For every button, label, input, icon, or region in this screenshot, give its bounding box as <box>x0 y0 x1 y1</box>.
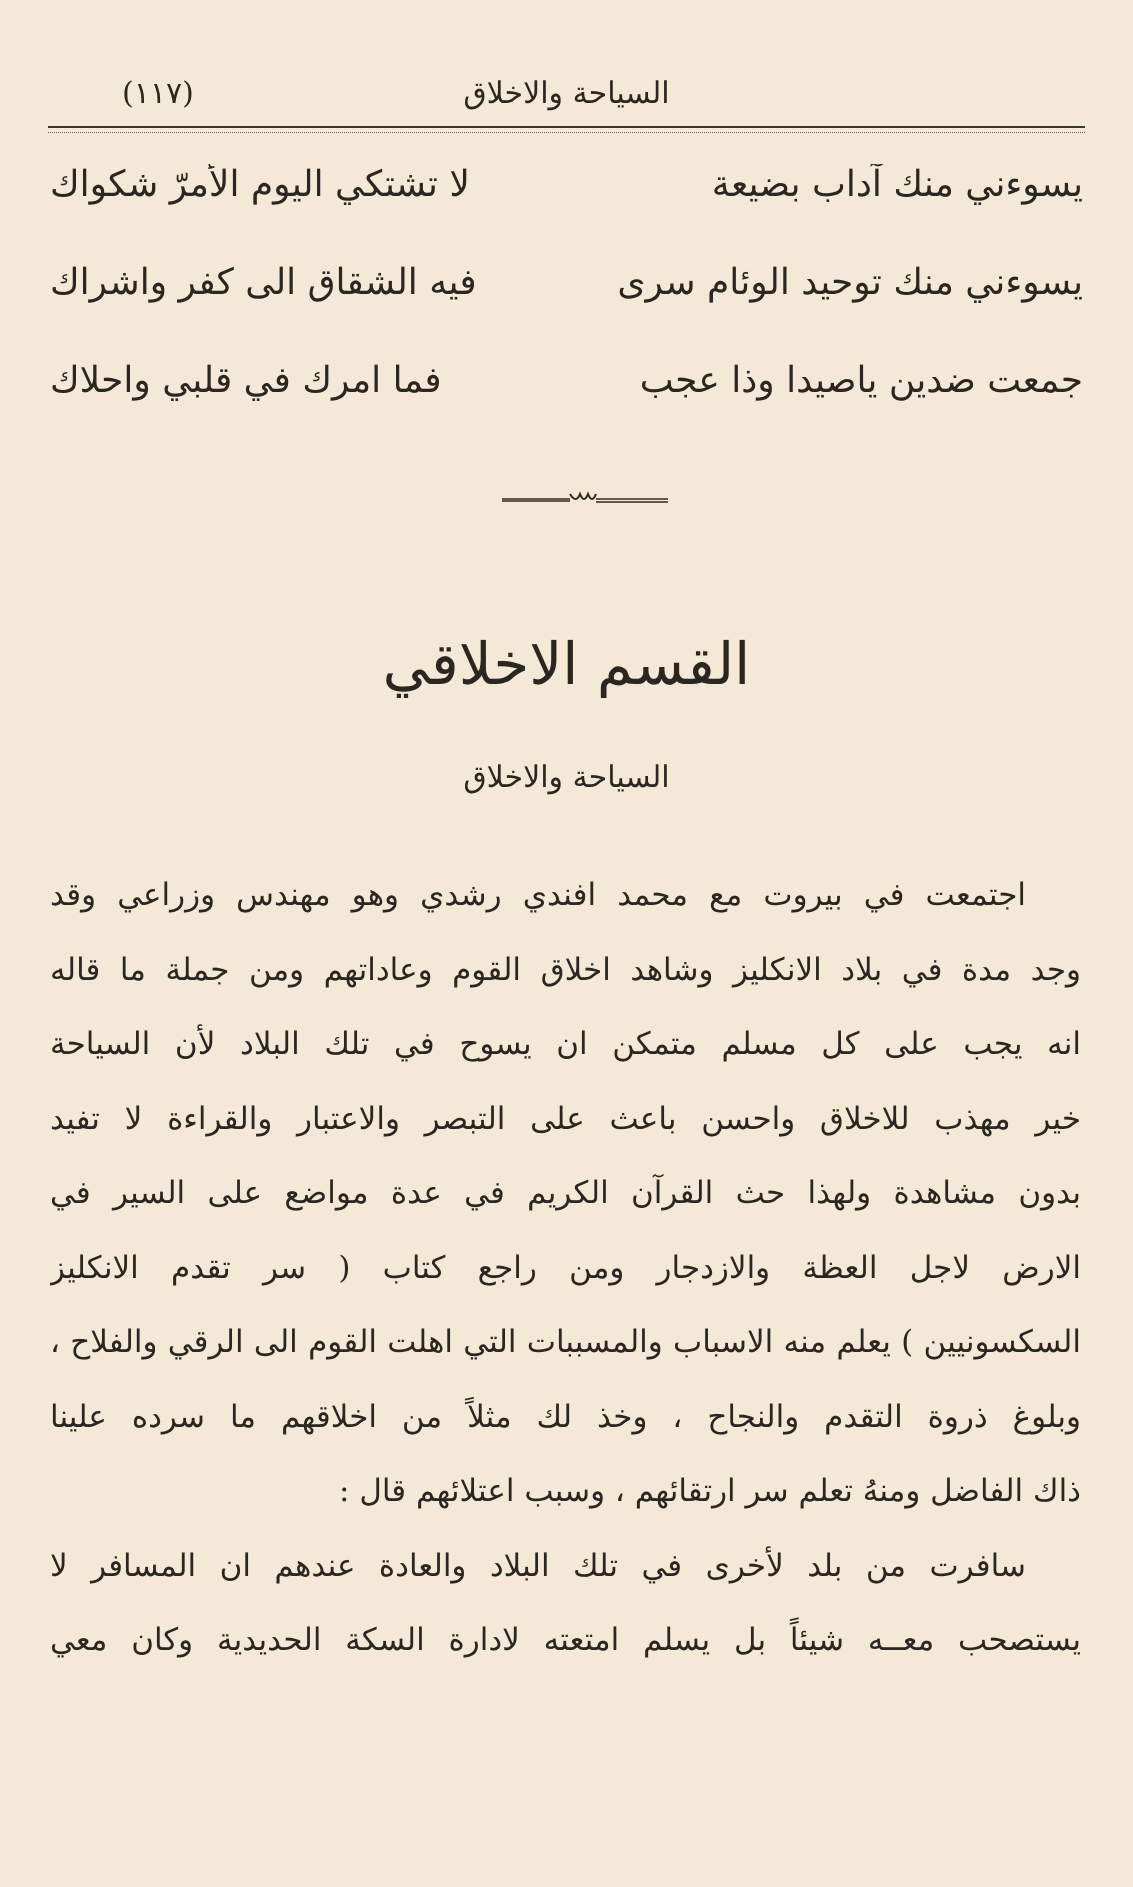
text-line: الارض لاجل العظة والازدجار ومن راجع كتاب ( سر تقدم الانكليز <box>50 1249 1081 1286</box>
verse-first-hemistich: يسوءني منك آداب بضيعة <box>711 164 1083 205</box>
text-line: اجتمعت في بيروت مع محمد افندي رشدي وهو مهندس وزراعي وقد <box>50 877 1026 913</box>
verse-first-hemistich: يسوءني منك توحيد الوئام سرى <box>617 262 1083 303</box>
text-line: سافرت من بلد لأخرى في تلك البلاد والعادة عندهم ان المسافر لا <box>50 1547 1026 1584</box>
verse-first-hemistich: جمعت ضدين ياصيدا وذا عجب <box>639 360 1083 401</box>
text-line: بدون مشاهدة ولهذا حث القرآن الكريم في عدة مواضع على السير في <box>50 1175 1081 1211</box>
page-header <box>52 60 1081 130</box>
poem-verse <box>50 346 1083 444</box>
verse-second-hemistich: لا تشتكي اليوم الأمرّ شكواك <box>50 164 470 205</box>
verse-second-hemistich: فما امرك في قلبي واحلاك <box>50 360 442 401</box>
text-line: ذاك الفاضل ومنهُ تعلم سر ارتقائهم ، وسبب اعتلائهم قال : <box>339 1473 1081 1509</box>
page-number: (١١٧) <box>122 76 194 111</box>
running-title: السياحة والاخلاق <box>463 76 670 111</box>
poem-verse <box>50 150 1083 248</box>
header-rule <box>48 126 1085 133</box>
text-line: يستصحب معــه شيئاً بل يسلم امتعته لادارة السكة الحديدية وكان معي <box>50 1622 1081 1658</box>
body-text <box>50 858 1081 1678</box>
text-line: وجد مدة في بلاد الانكليز وشاهد اخلاق القوم وعاداتهم ومن جملة ما قاله <box>50 951 1081 988</box>
section-title: القسم الاخلاقي <box>382 630 751 698</box>
verse-second-hemistich: فيه الشقاق الى كفر واشراك <box>50 262 477 303</box>
text-line: السكسونيين ) يعلم منه الاسباب والمسببات التي اهلت القوم الى الرقي والفلاح ، <box>50 1324 1081 1360</box>
poem <box>50 150 1083 444</box>
poem-verse <box>50 248 1083 346</box>
section-divider-ornament <box>500 488 670 510</box>
text-line: انه يجب على كل مسلم متمكن ان يسوح في تلك البلاد لأن السياحة <box>50 1026 1081 1062</box>
section-subtitle: السياحة والاخلاق <box>463 760 670 795</box>
text-line: وبلوغ ذروة التقدم والنجاح ، وخذ لك مثلاً من اخلاقهم ما سرده علينا <box>50 1398 1081 1435</box>
text-line: خير مهذب للاخلاق واحسن باعث على التبصر والاعتبار والقراءة لا تفيد <box>50 1100 1081 1137</box>
